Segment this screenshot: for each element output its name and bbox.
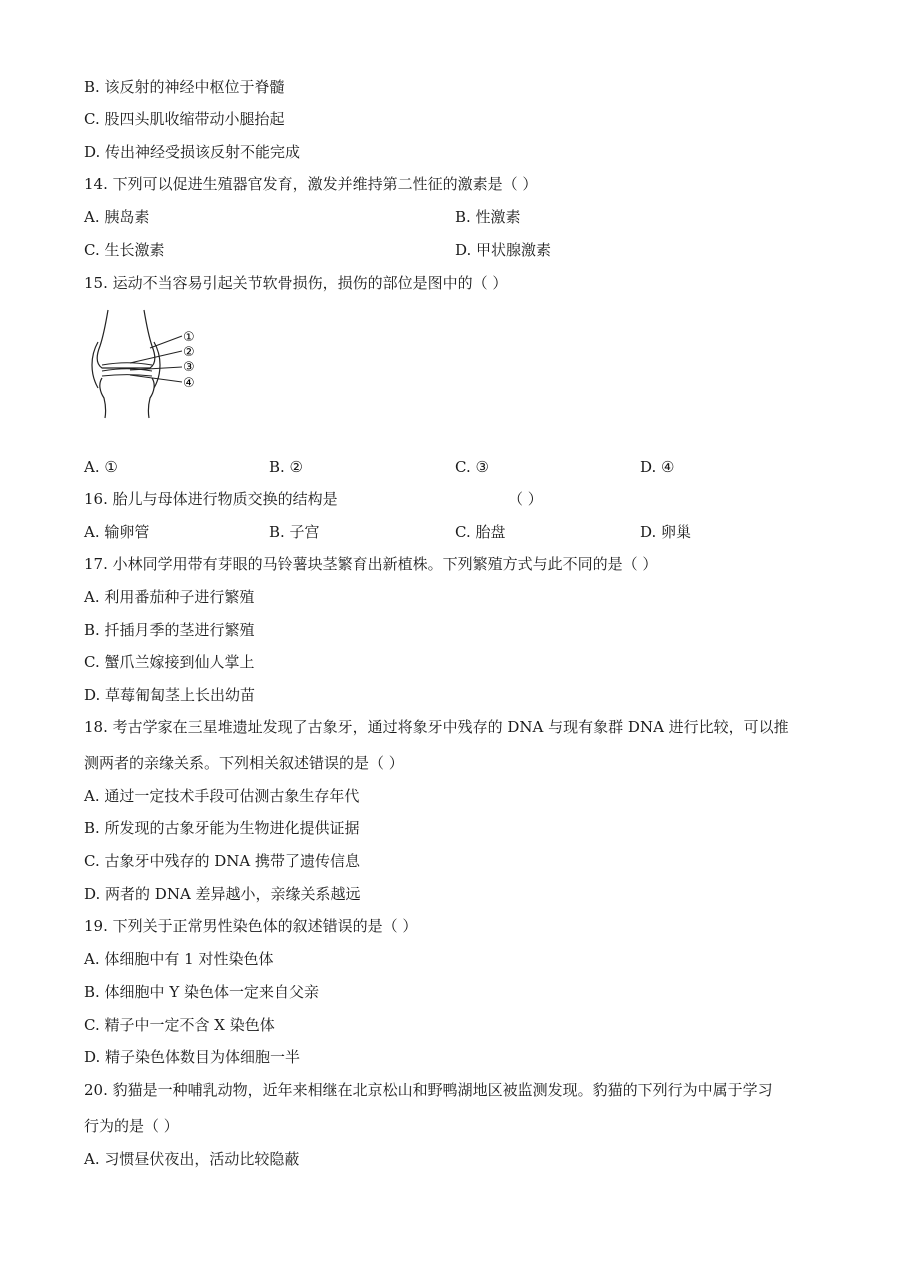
question-16: 16. 胎儿与母体进行物质交换的结构是 [84, 490, 338, 508]
leader-line-1 [150, 336, 182, 348]
articular-cartilage-lower [102, 375, 152, 377]
q13-option-b: B. 该反射的神经中枢位于脊髓 [84, 78, 285, 96]
q15-option-a: A. ① [84, 458, 118, 476]
q19-option-d: D. 精子染色体数目为体细胞一半 [84, 1048, 301, 1066]
q19-option-a: A. 体细胞中有 1 对性染色体 [84, 950, 274, 968]
question-14: 14. 下列可以促进生殖器官发育，激发并维持第二性征的激素是（ ） [84, 175, 538, 193]
q18-option-c: C. 古象牙中残存的 DNA 携带了遗传信息 [84, 852, 361, 870]
question-16-answer-bracket: （ ） [508, 490, 543, 508]
q18-option-a: A. 通过一定技术手段可估测古象生存年代 [84, 787, 360, 805]
q16-option-a: A. 输卵管 [84, 523, 150, 541]
question-18-line-2: 测两者的亲缘关系。下列相关叙述错误的是（ ） [84, 754, 404, 772]
tibia-right-edge [148, 378, 154, 418]
q16-option-b: B. 子宫 [269, 523, 320, 541]
q15-option-b: B. ② [269, 458, 304, 476]
joint-capsule-left [92, 342, 98, 388]
question-17: 17. 小林同学用带有芽眼的马铃薯块茎繁育出新植株。下列繁殖方式与此不同的是（ ） [84, 555, 658, 573]
question-15: 15. 运动不当容易引起关节软骨损伤，损伤的部位是图中的（ ） [84, 274, 508, 292]
leader-line-4 [130, 375, 182, 382]
q13-option-c: C. 股四头肌收缩带动小腿抬起 [84, 110, 285, 128]
q14-option-b: B. 性激素 [455, 208, 521, 226]
q18-option-b: B. 所发现的古象牙能为生物进化提供证据 [84, 819, 360, 837]
q17-option-c: C. 蟹爪兰嫁接到仙人掌上 [84, 653, 255, 671]
q16-option-c: C. 胎盘 [455, 523, 506, 541]
leader-line-2 [130, 351, 182, 363]
q19-option-b: B. 体细胞中 Y 染色体一定来自父亲 [84, 983, 319, 1001]
question-20-line-1: 20. 豹猫是一种哺乳动物，近年来相继在北京松山和野鸭湖地区被监测发现。豹猫的下列行为中属于学习 [84, 1081, 773, 1099]
label-1: ① [183, 330, 195, 345]
tibia-left-edge [100, 378, 106, 418]
q16-option-d: D. 卵巢 [640, 523, 692, 541]
question-18-line-1: 18. 考古学家在三星堆遗址发现了古象牙，通过将象牙中残存的 DNA 与现有象群 DNA 进行比较，可以推 [84, 718, 789, 736]
knee-joint-diagram [90, 308, 208, 420]
q14-option-d: D. 甲状腺激素 [455, 241, 552, 259]
q17-option-b: B. 扦插月季的茎进行繁殖 [84, 621, 255, 639]
q15-option-c: C. ③ [455, 458, 489, 476]
q20-option-a: A. 习惯昼伏夜出，活动比较隐蔽 [84, 1150, 300, 1168]
label-3: ③ [183, 360, 195, 375]
q18-option-d: D. 两者的 DNA 差异越小，亲缘关系越远 [84, 885, 361, 903]
question-20-line-2: 行为的是（ ） [84, 1117, 179, 1135]
articular-cartilage-upper [102, 363, 152, 365]
joint-capsule-right [154, 342, 160, 388]
label-4: ④ [183, 376, 195, 391]
q17-option-d: D. 草莓匍匐茎上长出幼苗 [84, 686, 256, 704]
q19-option-c: C. 精子中一定不含 X 染色体 [84, 1016, 275, 1034]
q13-option-d: D. 传出神经受损该反射不能完成 [84, 143, 301, 161]
q17-option-a: A. 利用番茄种子进行繁殖 [84, 588, 255, 606]
q14-option-c: C. 生长激素 [84, 241, 165, 259]
q14-option-a: A. 胰岛素 [84, 208, 150, 226]
label-2: ② [183, 345, 195, 360]
q15-option-d: D. ④ [640, 458, 675, 476]
question-19: 19. 下列关于正常男性染色体的叙述错误的是（ ） [84, 917, 418, 935]
